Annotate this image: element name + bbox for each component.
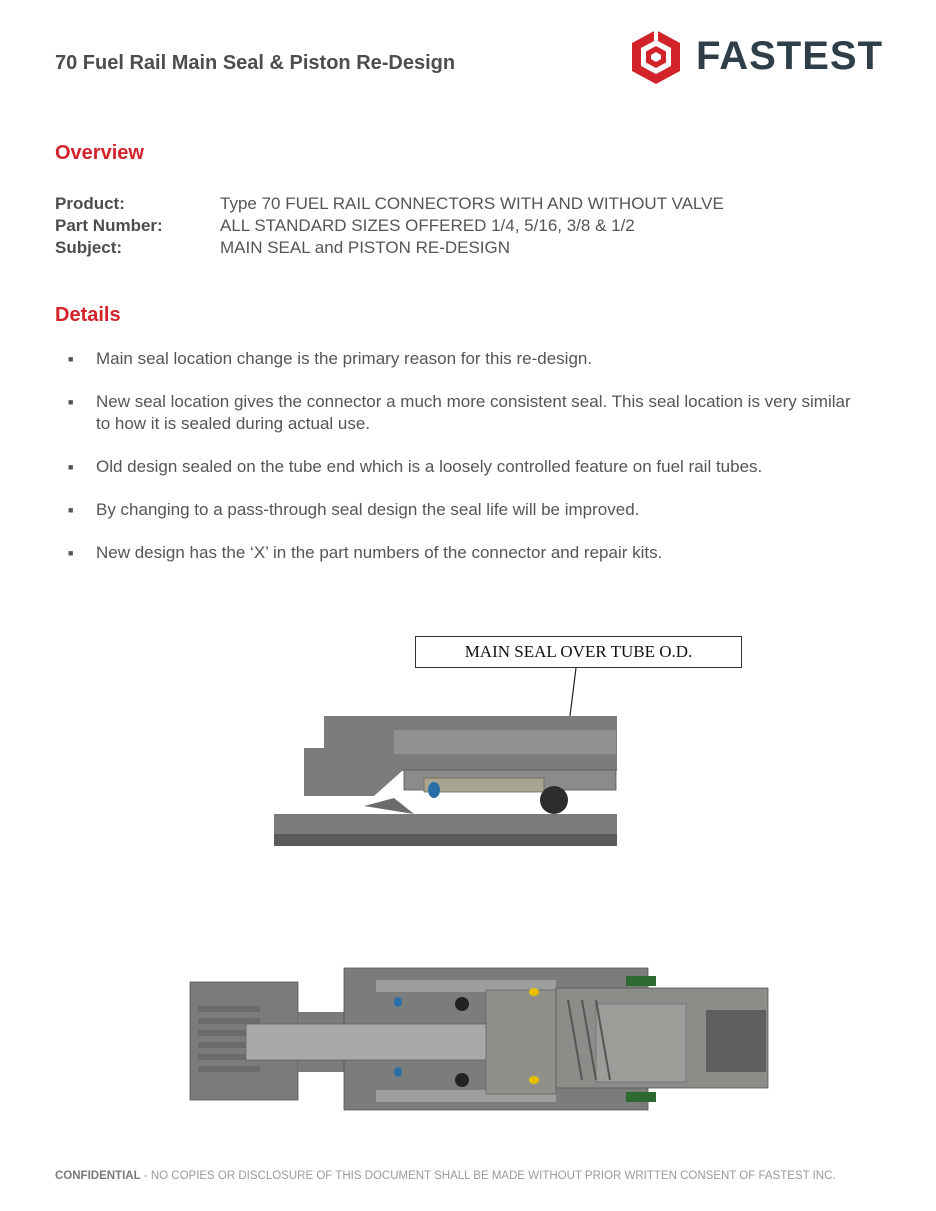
list-item <box>68 348 858 370</box>
product-label: Product: <box>55 194 125 213</box>
bullet-icon: ■ <box>68 462 74 472</box>
details-list <box>68 348 858 585</box>
list-item <box>68 542 858 564</box>
page-title: 70 Fuel Rail Main Seal & Piston Re-Design <box>55 52 456 74</box>
bullet-icon: ■ <box>68 548 74 558</box>
product-value: Type 70 FUEL RAIL CONNECTORS WITH AND WITHOUT VALVE <box>220 194 724 213</box>
fastest-logo <box>626 28 886 86</box>
overview-row-part-number <box>55 215 724 237</box>
logo-wordmark: FASTEST <box>696 34 884 78</box>
subject-label: Subject: <box>55 238 123 257</box>
list-item <box>68 456 858 478</box>
footer-text: - NO COPIES OR DISCLOSURE OF THIS DOCUMENT SHALL BE MADE WITHOUT PRIOR WRITTEN CONSENT OF FASTEST INC. <box>140 1170 836 1182</box>
hex-logo-icon <box>626 28 686 86</box>
bullet-text: New seal location gives the connector a much more consistent seal. This seal location is very similar to how it is sealed during actual use. <box>96 392 851 433</box>
bullet-text: New design has the ‘X’ in the part numbers of the connector and repair kits. <box>96 543 663 562</box>
details-heading: Details <box>55 304 121 326</box>
bullet-icon: ■ <box>68 397 74 407</box>
subject-value: MAIN SEAL and PISTON RE-DESIGN <box>220 238 511 257</box>
overview-table <box>55 193 724 259</box>
part-number-value: ALL STANDARD SIZES OFFERED 1/4, 5/16, 3/8 & 1/2 <box>220 216 635 235</box>
list-item <box>68 391 858 435</box>
part-number-label: Part Number: <box>55 216 163 235</box>
overview-heading: Overview <box>55 142 144 164</box>
bullet-text: By changing to a pass-through seal design the seal life will be improved. <box>96 500 640 519</box>
overview-row-product <box>55 193 724 215</box>
bullet-text: Old design sealed on the tube end which is a loosely controlled feature on fuel rail tubes. <box>96 457 763 476</box>
bullet-icon: ■ <box>68 505 74 515</box>
confidential-footer <box>55 1170 836 1182</box>
connector-cross-section <box>186 960 772 1112</box>
footer-bold: CONFIDENTIAL <box>55 1170 141 1182</box>
main-seal-callout: MAIN SEAL OVER TUBE O.D. <box>415 636 742 668</box>
seal-detail-cross-section <box>274 666 619 848</box>
list-item <box>68 499 858 521</box>
overview-row-subject <box>55 237 724 259</box>
bullet-icon: ■ <box>68 354 74 364</box>
bullet-text: Main seal location change is the primary reason for this re-design. <box>96 349 593 368</box>
